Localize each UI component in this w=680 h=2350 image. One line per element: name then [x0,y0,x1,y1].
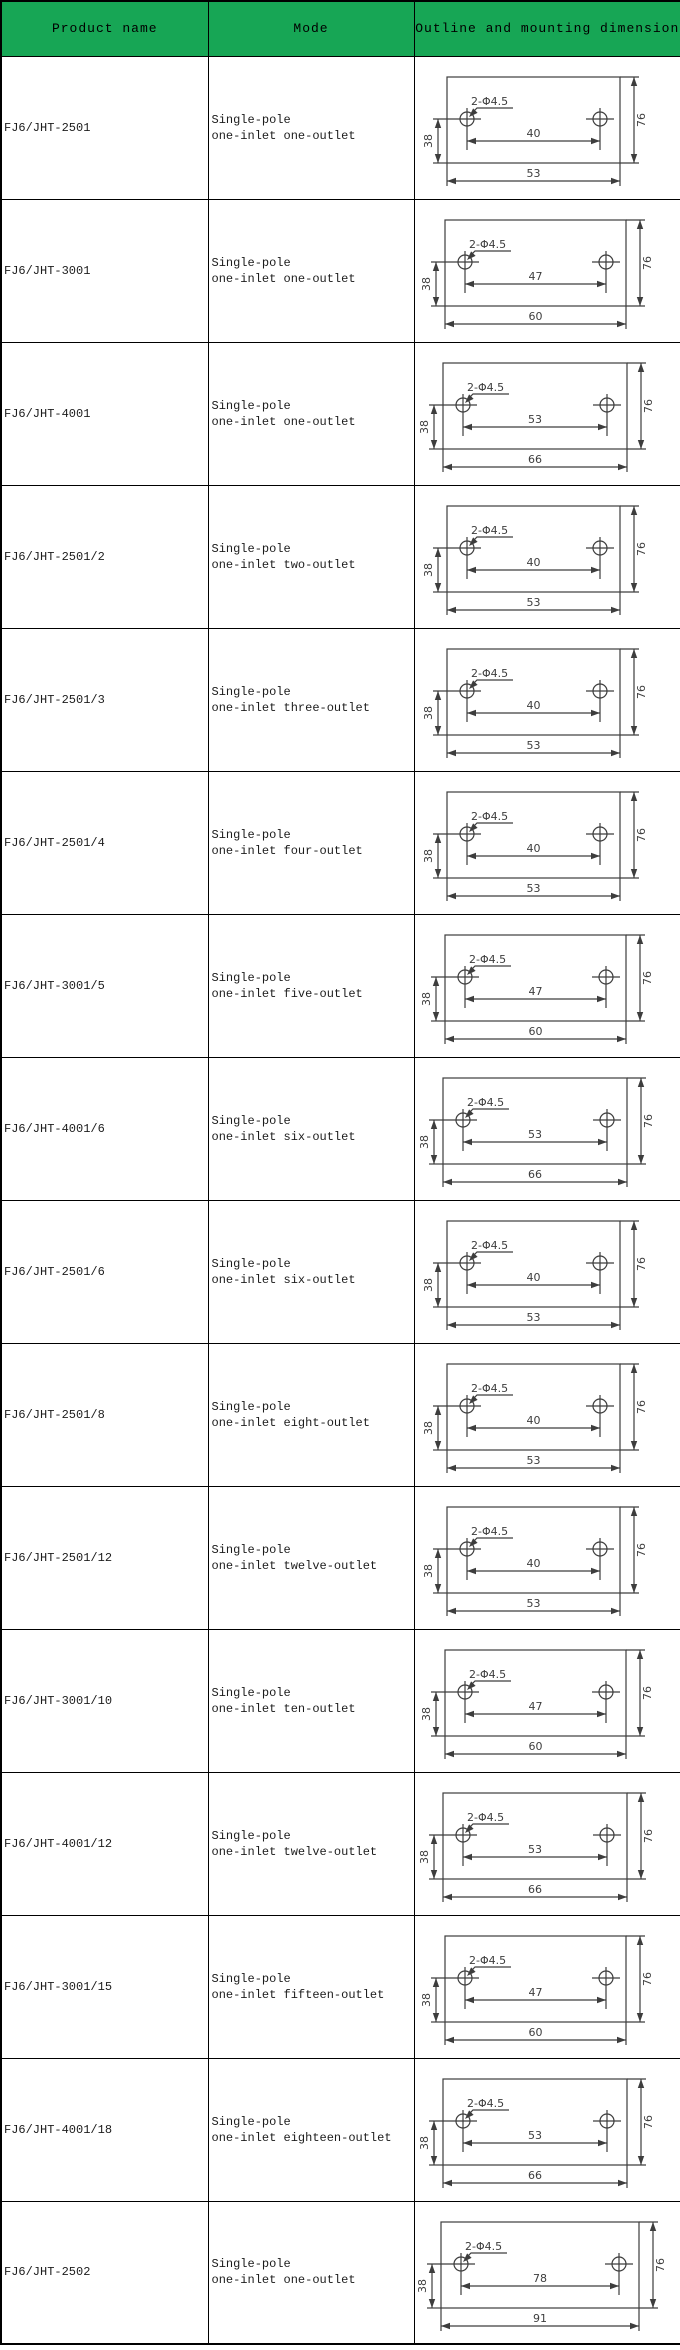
outline-drawing-svg [415,629,680,770]
dimension-drawing [415,1201,680,1342]
product-row [1,1915,680,2058]
outline-drawing-svg [415,1058,680,1199]
hole-offset-dim: 38 [419,1707,433,1721]
product-name-cell [1,2201,208,2344]
dimension-drawing [415,486,680,627]
outline-drawing-svg [415,2202,680,2343]
base-width-dim: 60 [528,1025,543,1038]
product-name: FJ6/JHT-2502 [4,2265,91,2280]
outline-drawing-svg [415,1487,680,1628]
product-name-cell [1,1057,208,1200]
product-name-cell [1,342,208,485]
product-row [1,2201,680,2344]
hole-offset-dim: 38 [421,1421,435,1435]
holes-label: 2-Φ4.5 [468,238,506,251]
mode-cell [208,1772,414,1915]
mode-line-1: Single-pole [211,541,291,556]
mode-cell [208,342,414,485]
base-width-dim: 60 [528,1740,543,1753]
mode-line-1: Single-pole [211,1256,291,1271]
product-name: FJ6/JHT-4001/18 [4,2122,113,2137]
product-name: FJ6/JHT-2501 [4,120,91,135]
mode-cell [208,1057,414,1200]
mode-line-2: one-inlet two-outlet [211,557,356,572]
product-name: FJ6/JHT-2501/3 [4,692,105,707]
product-name: FJ6/JHT-2501/8 [4,1407,105,1422]
product-name: FJ6/JHT-2501/6 [4,1264,105,1279]
holes-label: 2-Φ4.5 [470,1382,508,1395]
holes-label: 2-Φ4.5 [470,810,508,823]
mode-line-1: Single-pole [211,1828,291,1843]
height-dim: 76 [634,1257,648,1271]
dimension-drawing [415,915,680,1056]
mode-cell [208,485,414,628]
product-name-cell [1,1200,208,1343]
table-body [1,56,680,2344]
drawing-cell [414,1486,680,1629]
mode-cell [208,914,414,1057]
mode-line-1: Single-pole [211,1685,291,1700]
drawing-cell [414,914,680,1057]
product-name-cell [1,771,208,914]
product-name-cell [1,1486,208,1629]
drawing-cell [414,1343,680,1486]
hole-offset-dim: 38 [421,134,435,148]
outline-drawing-svg [415,343,680,484]
hole-offset-dim: 38 [421,849,435,863]
outline-drawing-svg [415,772,680,913]
hole-spacing-dim: 40 [526,699,541,712]
mode-line-1: Single-pole [211,255,291,270]
holes-label: 2-Φ4.5 [470,667,508,680]
mode-cell [208,1629,414,1772]
dimension-drawing [415,2059,680,2200]
hole-spacing-dim: 40 [526,127,541,140]
base-width-dim: 66 [527,2169,542,2182]
outline-drawing-svg [415,57,680,198]
height-dim: 76 [640,256,654,270]
header-row [1,1,680,56]
hole-spacing-dim: 47 [528,985,543,998]
mode-cell [208,1915,414,2058]
col-header-outline-dimension: Outline and mounting dimension [414,1,680,56]
mode-line-2: one-inlet six-outlet [211,1272,356,1287]
product-name: FJ6/JHT-3001/15 [4,1979,113,1994]
product-row [1,628,680,771]
product-name: FJ6/JHT-2501/4 [4,835,105,850]
product-row [1,1486,680,1629]
holes-label: 2-Φ4.5 [470,1525,508,1538]
hole-spacing-dim: 47 [528,270,543,283]
product-row [1,914,680,1057]
hole-spacing-dim: 53 [527,2129,542,2142]
holes-label: 2-Φ4.5 [470,1239,508,1252]
height-dim: 76 [641,1829,655,1843]
holes-label: 2-Φ4.5 [470,95,508,108]
dimension-drawing [415,1058,680,1199]
product-name: FJ6/JHT-2501/12 [4,1550,113,1565]
outline-drawing-svg [415,200,680,341]
height-dim: 76 [641,2115,655,2129]
dimension-drawing [415,343,680,484]
hole-spacing-dim: 40 [526,556,541,569]
product-name-cell [1,1629,208,1772]
hole-offset-dim: 38 [419,277,433,291]
mode-line-1: Single-pole [211,398,291,413]
product-name-cell [1,485,208,628]
mode-cell [208,1343,414,1486]
dimension-drawing [415,772,680,913]
hole-offset-dim: 38 [419,1993,433,2007]
base-width-dim: 66 [527,1883,542,1896]
outline-drawing-svg [415,1773,680,1914]
base-width-dim: 66 [527,1168,542,1181]
product-name: FJ6/JHT-4001 [4,406,91,421]
col-header-product-name: Product name [1,1,208,56]
hole-offset-dim: 38 [417,2136,431,2150]
hole-offset-dim: 38 [415,2278,429,2293]
mode-line-2: one-inlet one-outlet [211,2273,356,2288]
product-row [1,485,680,628]
holes-label: 2-Φ4.5 [470,524,508,537]
product-row [1,342,680,485]
mode-line-1: Single-pole [211,827,291,842]
hole-offset-dim: 38 [419,992,433,1006]
outline-drawing-svg [415,1201,680,1342]
holes-label: 2-Φ4.5 [468,1954,506,1967]
base-width-dim: 60 [528,2026,543,2039]
drawing-cell [414,1915,680,2058]
height-dim: 76 [640,971,654,985]
base-width-dim: 60 [528,310,543,323]
product-name: FJ6/JHT-3001/5 [4,978,105,993]
hole-offset-dim: 38 [421,563,435,577]
drawing-cell [414,199,680,342]
hole-spacing-dim: 53 [527,1843,542,1856]
mode-line-1: Single-pole [211,970,291,985]
height-dim: 76 [641,399,655,413]
hole-spacing-dim: 40 [526,1414,541,1427]
hole-offset-dim: 38 [421,706,435,720]
product-row [1,1057,680,1200]
dimension-drawing [415,200,680,341]
hole-offset-dim: 38 [421,1564,435,1578]
holes-label: 2-Φ4.5 [464,2239,502,2253]
mode-line-1: Single-pole [211,112,291,127]
outline-drawing-svg [415,1344,680,1485]
hole-spacing-dim: 40 [526,842,541,855]
base-width-dim: 53 [526,1597,541,1610]
product-row [1,771,680,914]
height-dim: 76 [634,113,648,127]
dimension-drawing [415,1630,680,1771]
mode-line-2: one-inlet one-outlet [211,128,356,143]
dimension-drawing [415,2202,680,2343]
col-header-mode: Mode [208,1,414,56]
mode-cell [208,771,414,914]
drawing-cell [414,771,680,914]
mode-line-2: one-inlet twelve-outlet [211,1558,378,1573]
mode-line-2: one-inlet one-outlet [211,271,356,286]
hole-offset-dim: 38 [417,1135,431,1149]
outline-drawing-svg [415,1630,680,1771]
hole-spacing-dim: 53 [527,413,542,426]
product-row [1,1629,680,1772]
mode-line-2: one-inlet four-outlet [211,843,363,858]
holes-label: 2-Φ4.5 [466,1811,504,1824]
height-dim: 76 [634,828,648,842]
base-width-dim: 66 [527,453,542,466]
hole-offset-dim: 38 [417,1850,431,1864]
dimension-drawing [415,629,680,770]
mode-line-1: Single-pole [211,2114,291,2129]
hole-offset-dim: 38 [421,1278,435,1292]
base-width-dim: 53 [526,1454,541,1467]
base-width-dim: 53 [526,596,541,609]
mode-cell [208,199,414,342]
drawing-cell [414,1200,680,1343]
holes-label: 2-Φ4.5 [466,2097,504,2110]
mode-line-1: Single-pole [211,1113,291,1128]
drawing-cell [414,2201,680,2344]
height-dim: 76 [634,542,648,556]
hole-spacing-dim: 40 [526,1557,541,1570]
dimension-drawing [415,57,680,198]
drawing-cell [414,342,680,485]
holes-label: 2-Φ4.5 [466,1096,504,1109]
holes-label: 2-Φ4.5 [468,953,506,966]
mode-line-2: one-inlet ten-outlet [211,1701,356,1716]
dimension-drawing [415,1916,680,2057]
mode-line-1: Single-pole [211,2257,291,2272]
product-row [1,199,680,342]
mode-line-1: Single-pole [211,1399,291,1414]
product-row [1,56,680,199]
mode-line-2: one-inlet fifteen-outlet [211,1987,385,2002]
product-name-cell [1,56,208,199]
product-name-cell [1,2058,208,2201]
height-dim: 76 [634,1400,648,1414]
product-name-cell [1,199,208,342]
product-row [1,1772,680,1915]
mode-line-2: one-inlet twelve-outlet [211,1844,378,1859]
hole-spacing-dim: 53 [527,1128,542,1141]
product-name-cell [1,1772,208,1915]
base-width-dim: 53 [526,882,541,895]
mode-line-2: one-inlet eight-outlet [211,1415,370,1430]
drawing-cell [414,2058,680,2201]
hole-spacing-dim: 47 [528,1986,543,1999]
drawing-cell [414,485,680,628]
product-name: FJ6/JHT-3001/10 [4,1693,113,1708]
hole-spacing-dim: 47 [528,1700,543,1713]
base-width-dim: 53 [526,739,541,752]
holes-label: 2-Φ4.5 [466,381,504,394]
mode-cell [208,56,414,199]
dimension-drawing [415,1344,680,1485]
outline-drawing-svg [415,915,680,1056]
product-name: FJ6/JHT-4001/6 [4,1121,105,1136]
outline-drawing-svg [415,486,680,627]
mode-line-1: Single-pole [211,1971,291,1986]
height-dim: 76 [653,2257,667,2272]
product-row [1,1343,680,1486]
holes-label: 2-Φ4.5 [468,1668,506,1681]
base-width-dim: 91 [532,2311,547,2325]
drawing-cell [414,1772,680,1915]
mode-line-2: one-inlet one-outlet [211,414,356,429]
height-dim: 76 [640,1972,654,1986]
mode-line-1: Single-pole [211,1542,291,1557]
mode-line-2: one-inlet three-outlet [211,700,370,715]
mode-cell [208,2058,414,2201]
product-name: FJ6/JHT-3001 [4,263,91,278]
mode-cell [208,2201,414,2344]
outline-drawing-svg [415,2059,680,2200]
product-row [1,2058,680,2201]
product-name-cell [1,914,208,1057]
product-name-cell [1,1915,208,2058]
outline-drawing-svg [415,1916,680,2057]
product-row [1,1200,680,1343]
dimension-drawing [415,1487,680,1628]
drawing-cell [414,1629,680,1772]
mode-line-2: one-inlet six-outlet [211,1129,356,1144]
product-name: FJ6/JHT-4001/12 [4,1836,113,1851]
drawing-cell [414,1057,680,1200]
mode-line-1: Single-pole [211,684,291,699]
mode-cell [208,1486,414,1629]
height-dim: 76 [641,1114,655,1128]
mode-line-2: one-inlet eighteen-outlet [211,2130,392,2145]
hole-spacing-dim: 40 [526,1271,541,1284]
product-name-cell [1,1343,208,1486]
mode-cell [208,1200,414,1343]
height-dim: 76 [634,1543,648,1557]
mode-cell [208,628,414,771]
hole-spacing-dim: 78 [532,2271,547,2285]
drawing-cell [414,628,680,771]
drawing-cell [414,56,680,199]
product-name: FJ6/JHT-2501/2 [4,549,105,564]
base-width-dim: 53 [526,1311,541,1324]
dimension-drawing [415,1773,680,1914]
height-dim: 76 [634,685,648,699]
mode-line-2: one-inlet five-outlet [211,986,363,1001]
height-dim: 76 [640,1686,654,1700]
base-width-dim: 53 [526,167,541,180]
hole-offset-dim: 38 [417,420,431,434]
product-name-cell [1,628,208,771]
